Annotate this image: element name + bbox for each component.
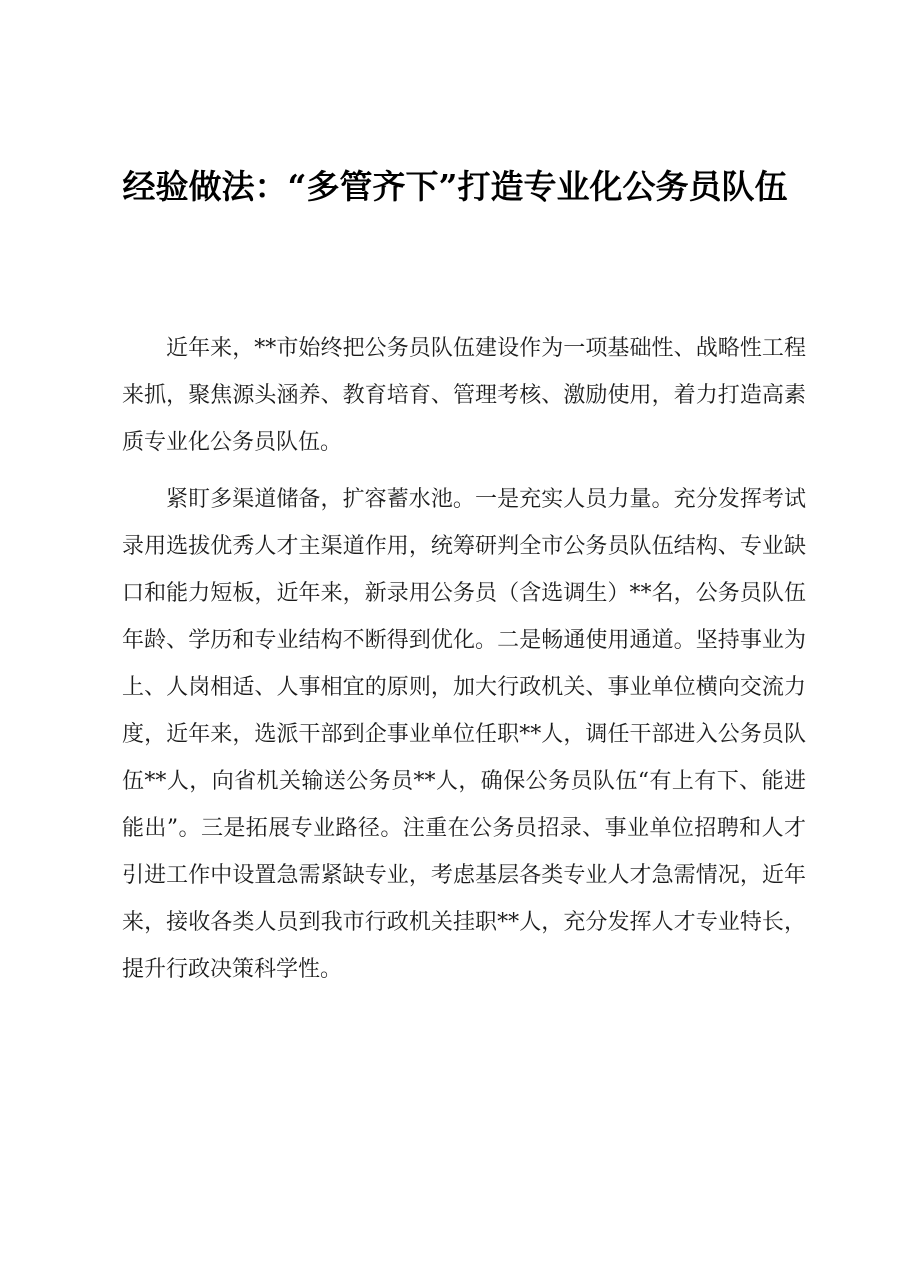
document-title: 经验做法：“多管齐下”打造专业化公务员队伍 — [122, 167, 788, 206]
document-body — [122, 325, 806, 1003]
paragraph-reserve: 紧盯多渠道储备，扩容蓄水池。一是充实人员力量。充分发挥考试录用选拔优秀人才主渠道作用，统筹研判全市公务员队伍结构、专业缺口和能力短板，近年来，新录用公务员（含选调生）**名，公务员队伍年龄、学历和专业结构不断得到优化。二是畅通使用通道。坚持事业为上、人岗相适、人事相宜的原则，加大行政机关、事业单位横向交流力度，近年来，选派干部到企事业单位任职**人，调任干部进入公务员队伍**人，向省机关输送公务员**人，确保公务员队伍“有上有下、能进能出”。三是拓展专业路径。注重在公务员招录、事业单位招聘和人才引进工作中设置急需紧缺专业，考虑基层各类专业人才急需情况，近年来，接收各类人员到我市行政机关挂职**人，充分发挥人才专业特长，提升行政决策科学性。 — [122, 487, 806, 982]
paragraph-intro: 近年来，**市始终把公务员队伍建设作为一项基础性、战略性工程来抓，聚焦源头涵养、教育培育、管理考核、激励使用，着力打造高素质专业化公务员队伍。 — [122, 336, 806, 455]
